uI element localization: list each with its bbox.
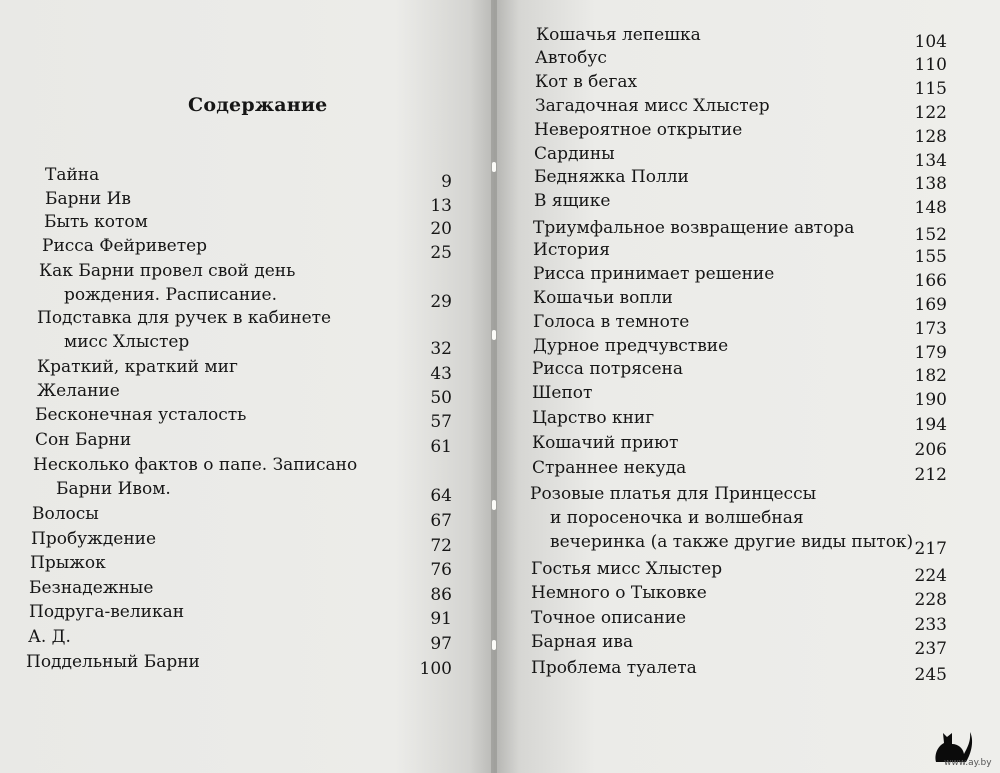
toc-entry-title: Загадочная мисс Хлыстер [535, 96, 770, 116]
toc-entry-title: Подставка для ручек в кабинете [37, 308, 332, 328]
toc-entry-title: Бесконечная усталость [35, 405, 247, 425]
binding-stitch [492, 500, 496, 510]
toc-entry-title: Несколько фактов о папе. Записано [33, 455, 358, 475]
toc-page-number: 72 [430, 536, 452, 556]
toc-page-number: 134 [914, 151, 947, 171]
toc-entry-title: Рисса Фейриветер [42, 236, 208, 256]
toc-entry-title: В ящике [534, 191, 611, 211]
toc-entry-title: Кошачий приют [532, 433, 679, 453]
toc-page-number: 61 [430, 437, 452, 457]
toc-page-number: 228 [914, 590, 947, 610]
toc-entry-title: Розовые платья для Принцессы [530, 484, 817, 504]
toc-entry-title: Прыжок [30, 553, 106, 573]
toc-entry-title: Пробуждение [31, 529, 157, 549]
toc-page-number: 217 [914, 539, 947, 559]
toc-entry-title: Барни Ив [45, 189, 131, 209]
toc-page-number: 86 [430, 585, 452, 605]
toc-entry-title: Барни Ивом. [56, 479, 171, 499]
toc-entry-title: рождения. Расписание. [64, 285, 278, 305]
toc-page-number: 194 [914, 415, 947, 435]
toc-entry-title: А. Д. [28, 627, 71, 647]
toc-entry-title: Голоса в темноте [533, 312, 690, 332]
toc-entry-title: Автобус [535, 48, 607, 68]
toc-entry-title: Сардины [534, 144, 615, 164]
toc-entry-title: Кот в бегах [535, 72, 638, 92]
toc-entry-title: Краткий, краткий миг [37, 357, 238, 377]
toc-page-number: 148 [914, 198, 947, 218]
toc-entry-title: Желание [37, 381, 120, 401]
toc-page-number: 32 [430, 339, 452, 359]
toc-page-number: 57 [430, 412, 452, 432]
toc-entry-title: и поросеночка и волшебная [550, 508, 804, 528]
toc-page-number: 237 [914, 639, 947, 659]
toc-page-number: 173 [914, 319, 947, 339]
toc-entry-title: Проблема туалета [531, 658, 697, 678]
toc-page-number: 190 [914, 390, 947, 410]
toc-page-number: 29 [430, 292, 452, 312]
toc-page-number: 91 [430, 609, 452, 629]
toc-page-number: 43 [430, 364, 452, 384]
toc-page-number: 115 [914, 79, 947, 99]
book-gutter [491, 0, 497, 773]
toc-entry-title: Тайна [45, 165, 100, 185]
toc-page-number: 64 [430, 486, 452, 506]
toc-entry-title: Кошачья лепешка [536, 25, 701, 45]
toc-entry-title: Поддельный Барни [26, 652, 200, 672]
binding-stitch [492, 162, 496, 172]
toc-entry-title: Невероятное открытие [534, 120, 743, 140]
toc-entry-title: Рисса принимает решение [533, 264, 775, 284]
toc-entry-title: Безнадежные [29, 578, 154, 598]
toc-entry-title: Шепот [532, 383, 593, 403]
toc-page-number: 182 [914, 366, 947, 386]
toc-entry-title: Немного о Тыковке [531, 583, 707, 603]
toc-page-number: 138 [914, 174, 947, 194]
toc-page-number: 67 [430, 511, 452, 531]
toc-page-number: 110 [914, 55, 947, 75]
binding-stitch [492, 330, 496, 340]
toc-entry-title: Сон Барни [35, 430, 132, 450]
toc-page-number: 104 [914, 32, 947, 52]
toc-page-number: 233 [914, 615, 947, 635]
toc-entry-title: Дурное предчувствие [533, 336, 729, 356]
toc-entry-title: Подруга-великан [29, 602, 185, 622]
toc-page-number: 155 [914, 247, 947, 267]
toc-entry-title: Рисса потрясена [532, 359, 683, 379]
toc-page-number: 245 [914, 665, 947, 685]
toc-entry-title: Царство книг [532, 408, 655, 428]
toc-page-number: 97 [430, 634, 452, 654]
toc-page-number: 13 [430, 196, 452, 216]
toc-page-number: 169 [914, 295, 947, 315]
toc-entry-title: Как Барни провел свой день [39, 261, 296, 281]
toc-entry-title: Триумфальное возвращение автора [533, 218, 855, 238]
toc-page-number: 122 [914, 103, 947, 123]
toc-page-number: 128 [914, 127, 947, 147]
toc-entry-title: мисс Хлыстер [64, 332, 190, 352]
toc-page-number: 25 [430, 243, 452, 263]
toc-page-number: 224 [914, 566, 947, 586]
toc-entry-title: Волосы [32, 504, 99, 524]
toc-page-number: 20 [430, 219, 452, 239]
toc-title: Содержание [188, 94, 328, 116]
toc-entry-title: Барная ива [531, 632, 634, 652]
toc-page-number: 212 [914, 465, 947, 485]
toc-entry-title: История [533, 240, 610, 260]
toc-page-number: 152 [914, 225, 947, 245]
toc-page-number: 100 [419, 659, 452, 679]
toc-entry-title: Гостья мисс Хлыстер [531, 559, 723, 579]
binding-stitch [492, 640, 496, 650]
toc-entry-title: Бедняжка Полли [534, 167, 689, 187]
toc-entry-title: вечеринка (а также другие виды пыток) [550, 532, 914, 552]
toc-entry-title: Кошачьи вопли [533, 288, 673, 308]
toc-page-number: 179 [914, 343, 947, 363]
toc-entry-title: Быть котом [44, 212, 148, 232]
toc-entry-title: Страннее некуда [532, 458, 687, 478]
toc-page-number: 50 [430, 388, 452, 408]
toc-page-number: 9 [441, 172, 452, 192]
toc-page-number: 206 [914, 440, 947, 460]
toc-page-number: 76 [430, 560, 452, 580]
watermark: www.ay.by [944, 758, 992, 768]
toc-entry-title: Точное описание [531, 608, 687, 628]
toc-page-number: 166 [914, 271, 947, 291]
